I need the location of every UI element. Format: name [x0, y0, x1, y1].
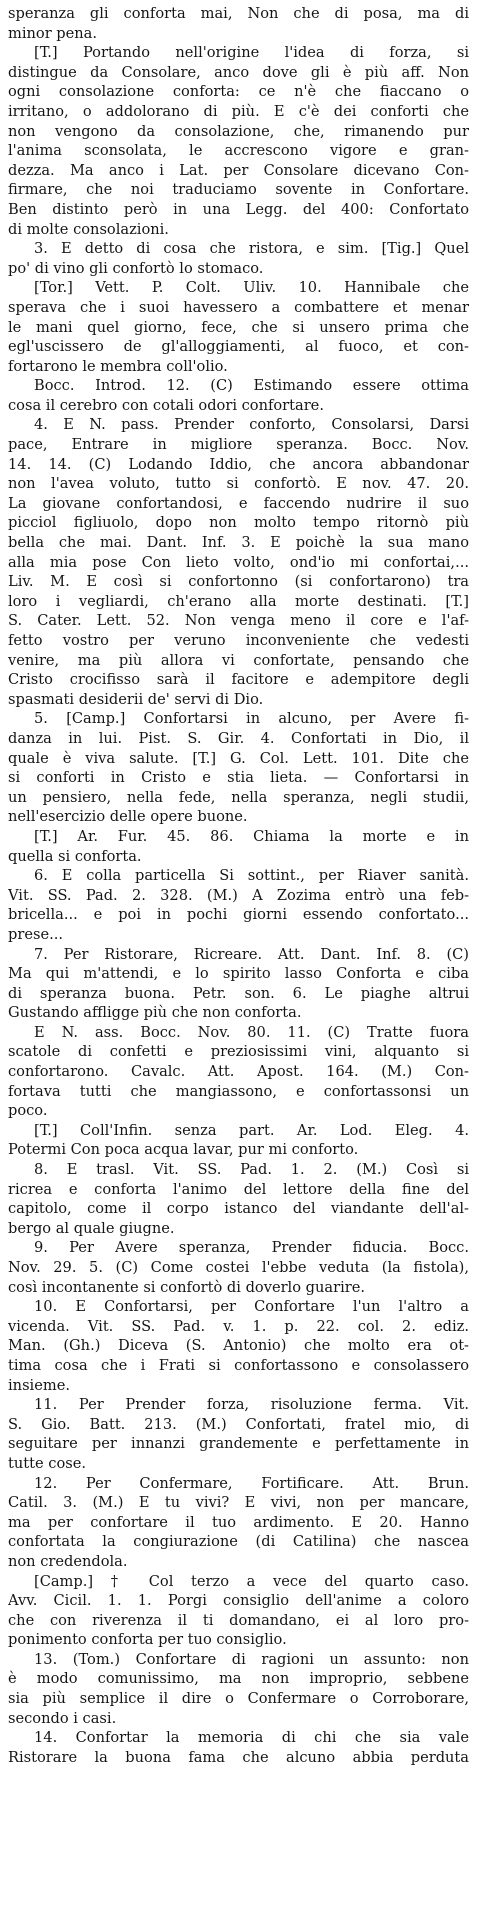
text-line: 10. E Confortarsi, per Confortare l'un l'altro a [34, 1298, 469, 1316]
text-line: confortata la congiurazione (di Catilina) che nascea [8, 1533, 469, 1551]
text-line: si conforti in Cristo e stia lieta. — Confortarsi in [8, 769, 469, 787]
text-line: non vengono da consolazione, che, rimanendo pur [8, 122, 469, 140]
text-line: ogni consolazione conforta: ce n'è che fiaccano o [8, 83, 469, 101]
text-line: un pensiero, nella fede, nella speranza, negli studii, [8, 788, 469, 806]
text-line: 14. Confortar la memoria di chi che sia vale [34, 1729, 469, 1747]
text-line: 14. 14. (C) Lodando Iddio, che ancora abbandonar [8, 455, 469, 473]
text-line: 5. [Camp.] Confortarsi in alcuno, per Avere fi- [34, 710, 469, 728]
text-line: alla mia pose Con lieto volto, ond'io mi confortai,... [8, 553, 469, 571]
text-line: Cristo crocifisso sarà il facitore e adempitore degli [8, 671, 469, 689]
text-line: 8. E trasl. Vit. SS. Pad. 1. 2. (M.) Così si [34, 1161, 469, 1179]
text-line: Gustando affligge più che non conforta. [8, 1004, 302, 1022]
text-line: 13. (Tom.) Confortare di ragioni un assunto: non [34, 1650, 469, 1668]
text-line: S. Cater. Lett. 52. Non venga meno il core e l'af- [8, 612, 469, 630]
text-line: Ben distinto però in una Legg. del 400: Confortato [8, 200, 469, 218]
text-line: Ristorare la buona fama che alcuno abbia perduta [8, 1748, 469, 1766]
text-line: dezza. Ma anco i Lat. per Consolare dicevano Con- [8, 161, 469, 179]
text-line: confortarono. Cavalc. Att. Apost. 164. (M.) Con- [8, 1063, 469, 1081]
text-line: di molte consolazioni. [8, 220, 169, 238]
text-line: speranza gli conforta mai, Non che di posa, ma di [8, 5, 469, 22]
text-line: Potermi Con poca acqua lavar, pur mi conforto. [8, 1141, 359, 1159]
text-line: insieme. [8, 1376, 70, 1394]
text-line: sia più semplice il dire o Confermare o Corroborare, [8, 1690, 469, 1708]
text-line: quella si conforta. [8, 847, 142, 865]
text-line: 7. Per Ristorare, Ricreare. Att. Dant. Inf. 8. (C) [34, 945, 469, 963]
text-line: La giovane confortandosi, e faccendo nudrire il suo [8, 494, 469, 512]
text-line: scatole di confetti e preziosissimi vini, alquanto si [8, 1043, 469, 1061]
text-line: non l'avea voluto, tutto si confortò. E nov. 47. 20. [8, 475, 469, 493]
text-line: Nov. 29. 5. (C) Come costei l'ebbe veduta (la fistola), [8, 1259, 469, 1276]
text-line: cosa il cerebro con cotali odori confortare. [8, 396, 324, 414]
text-line: l'anima sconsolata, le accrescono vigore e gran- [8, 142, 469, 160]
text-line: secondo i casi. [8, 1709, 117, 1727]
text-line: picciol figliuolo, dopo non molto tempo ritornò più [8, 514, 469, 532]
text-line: 9. Per Avere speranza, Prender fiducia. Bocc. [34, 1239, 469, 1257]
text-line: prese... [8, 925, 63, 943]
text-line: tutte cose. [8, 1454, 86, 1472]
text-line: vicenda. Vit. SS. Pad. v. 1. p. 22. col. 2. ediz. [8, 1317, 469, 1335]
text-line: irritano, o addolorano di più. E c'è dei conforti che [8, 102, 469, 120]
text-line: ma per confortare il tuo ardimento. E 20. Hanno [8, 1513, 469, 1531]
text-line: loro i vegliardi, ch'erano alla morte destinati. [T.] [8, 592, 469, 610]
text-line: così incontanente si confortò di doverlo guarire. [8, 1278, 365, 1296]
text-line: [Tor.] Vett. P. Colt. Uliv. 10. Hannibale che [34, 279, 469, 297]
text-line: 3. E detto di cosa che ristora, e sim. [Tig.] Quel [34, 240, 469, 258]
text-line: sperava che i suoi havessero a combattere et menar [8, 298, 469, 316]
text-line: seguitare per innanzi grandemente e perfettamente in [8, 1435, 469, 1453]
text-line: fetto vostro per veruno inconveniente che vedesti [8, 632, 469, 649]
text-line: Bocc. Introd. 12. (C) Estimando essere ottima [34, 377, 469, 395]
text-line: [Camp.] † Col terzo a vece del quarto caso. [34, 1572, 469, 1590]
text-line: ponimento conforta per tuo consiglio. [8, 1631, 287, 1649]
text-line: fortava tutti che mangiassono, e confortassonsi un [8, 1082, 469, 1100]
text-line: spasmati desiderii de' servi di Dio. [8, 690, 264, 708]
text-line: non credendola. [8, 1552, 128, 1570]
text-line: Ma qui m'attendi, e lo spirito lasso Conforta e ciba [8, 965, 469, 983]
text-line: le mani quel giorno, fece, che si unsero prima che [8, 318, 469, 336]
text-line: poco. [8, 1102, 48, 1120]
text-line: tima cosa che i Frati si confortassono e consolassero [8, 1356, 469, 1374]
text-line: ricrea e conforta l'animo del lettore della fine del [8, 1180, 469, 1198]
text-line: 12. Per Confermare, Fortificare. Att. Brun. [34, 1474, 469, 1492]
text-line: venire, ma più allora vi confortate, pensando che [8, 651, 469, 669]
text-line: di speranza buona. Petr. son. 6. Le piaghe altrui [8, 984, 469, 1002]
text-line: [T.] Ar. Fur. 45. 86. Chiama la morte e in [34, 827, 469, 845]
text-line: E N. ass. Bocc. Nov. 80. 11. (C) Tratte fuora [34, 1023, 469, 1041]
text-line: è modo comunissimo, ma non improprio, sebbene [8, 1670, 469, 1688]
text-line: bergo al quale giugne. [8, 1219, 175, 1237]
text-line: [T.] Coll'Infin. senza part. Ar. Lod. Eleg. 4. [34, 1121, 469, 1139]
text-line: quale è viva salute. [T.] G. Col. Lett. 101. Dite che [8, 749, 469, 767]
text-line: bricella... e poi in pochi giorni essendo confortato... [8, 906, 469, 924]
text-line: che con riverenza il ti domandano, ei al loro pro- [8, 1611, 469, 1629]
text-line: [T.] Portando nell'origine l'idea di forza, si [34, 44, 469, 62]
text-line: nell'esercizio delle opere buone. [8, 808, 248, 826]
text-line: 11. Per Prender forza, risoluzione ferma. Vit. [34, 1396, 469, 1414]
text-line: Liv. M. E così si confortonno (si confortarono) tra [8, 573, 469, 591]
text-line: S. Gio. Batt. 213. (M.) Confortati, fratel mio, di [8, 1415, 469, 1433]
text-line: Catil. 3. (M.) E tu vivi? E vivi, non per mancare, [8, 1494, 469, 1512]
text-line: po' di vino gli confortò lo stomaco. [8, 259, 264, 277]
text-line: danza in lui. Pist. S. Gir. 4. Confortati in Dio, il [8, 729, 469, 747]
text-line: pace, Entrare in migliore speranza. Bocc. Nov. [8, 436, 469, 454]
text-line: Avv. Cicil. 1. 1. Porgi consiglio dell'anime a coloro [8, 1592, 469, 1610]
text-line: bella che mai. Dant. Inf. 3. E poichè la sua mano [8, 534, 469, 552]
text-line: egl'uscissero de gl'alloggiamenti, al fuoco, et con- [8, 338, 469, 356]
text-line: fortarono le membra coll'olio. [8, 357, 228, 375]
text-line: minor pena. [8, 24, 98, 42]
text-line: 6. E colla particella Si sottint., per Riaver sanità. [34, 867, 469, 885]
text-line: capitolo, come il corpo istanco del viandante dell'al- [8, 1200, 469, 1218]
text-line: Vit. SS. Pad. 2. 328. (M.) A Zozima entrò una feb- [8, 886, 469, 904]
text-line: distingue da Consolare, anco dove gli è più aff. Non [8, 63, 469, 81]
text-line: 4. E N. pass. Prender conforto, Consolarsi, Darsi [34, 416, 469, 434]
text-line: Man. (Gh.) Diceva (S. Antonio) che molto era ot- [8, 1337, 469, 1355]
text-line: firmare, che noi traduciamo sovente in Confortare. [8, 181, 469, 199]
